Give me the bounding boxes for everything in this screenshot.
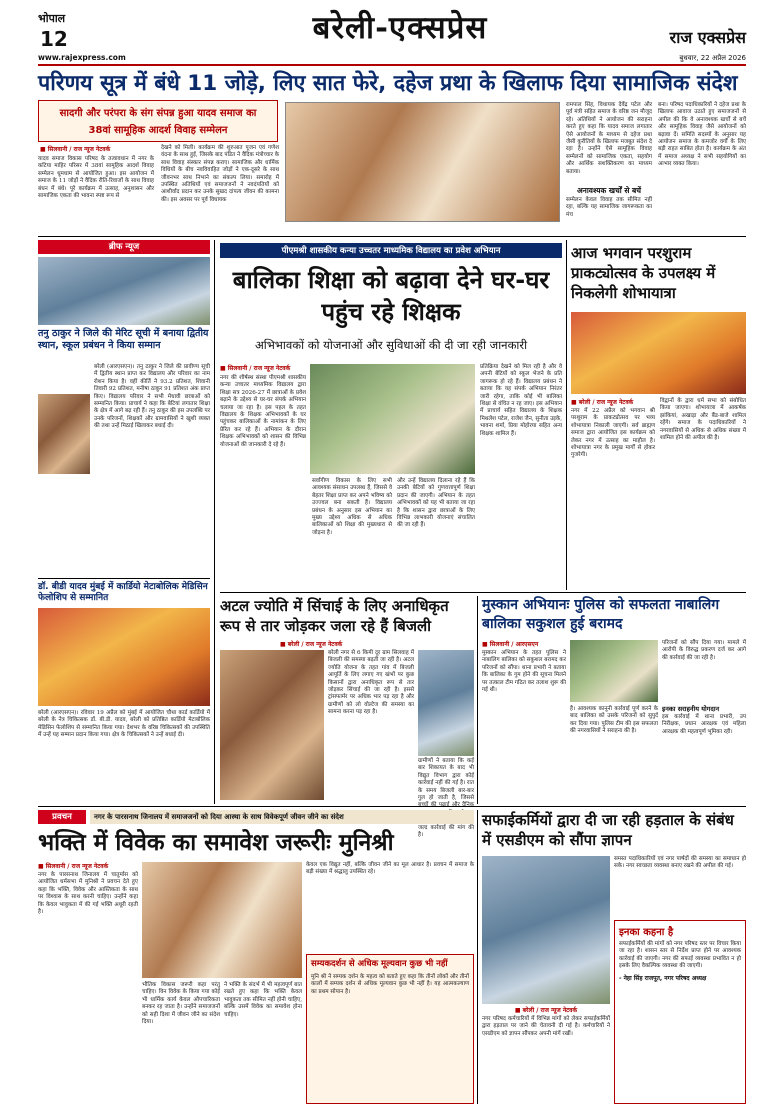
lead-headline: परिणय सूत्र में बंधे 11 जोड़े, लिए सात फेरे, दहेज प्रथा के खिलाफ दिया सामाजिक संदेश bbox=[38, 71, 738, 96]
safai-col-1: नगर परिषद कर्मचारियों में विभिन्न मांगों को लेकर सफाईकर्मियों द्वारा हड़ताल पर जाने की चेतावनी दी गई है। कर्मचारियों ने एसडीएम को ज्ञापन सौंपकर अपनी मांगें रखीं। bbox=[482, 1016, 610, 1037]
bhakti-col-1: नगर के पारसनाथ जिनालय में चातुर्मास को आयोजित धर्मसभा में मुनिश्री ने प्रवचन देते हुए कहा कि भक्ति, विवेक और आस्तिकता के साथ पर विश्वास के साथ करनी चाहिए। उन्होंने कहा कि केवल भावुकता में की गई भक्ति अधूरी रहती है। bbox=[38, 872, 138, 916]
section-rule-1 bbox=[38, 236, 746, 237]
lead-col-2: देखने को मिली। कार्यक्रम की शुरुआत पूजन एवं गणेश वंदना के साथ हुई, जिसके बाद पंडित ने वैदिक मंत्रोच्चार के साथ विवाह संस्कार संपन्न कराए। सामाजिक और धार्मिक विधियों के बीच नवविवाहित जोड़ों ने एक-दूसरे के साथ जीवनभर साथ निभाने का संकल्प लिया। समारोह में उपस्थित अतिथियों एवं समाजजनों ने नवदंपतियों को आशीर्वाद प्रदान कर उनके सुखद दांपत्य जीवन की कामना की। इस अवसर पर पूर्व विधायक bbox=[161, 145, 279, 203]
bhakti-headline: भक्ति में विवेक का समावेश जरूरीः मुनिश्री bbox=[38, 830, 394, 856]
vertical-rule-4 bbox=[477, 810, 478, 1104]
wedding-photo bbox=[285, 102, 560, 222]
atal-byline: ■ बरेली / राज न्यूज नेटवर्क bbox=[280, 641, 343, 648]
brief-story-1-headline: तनु ठाकुर ने जिले की मेरिट सूची में बनाया द्वितीय स्थान, स्कूल प्रबंधन ने किया सम्मान bbox=[38, 328, 209, 351]
atal-col-2: ग्रामीणों ने बताया कि कई बार शिकायत के बाद भी विद्युत विभाग द्वारा कोई कार्रवाई नहीं की गई है। रात के समय बिजली बार-बार गुल हो जाती है, जिससे जल्द कार्रवाई की मांग की है। bbox=[418, 758, 474, 839]
city-label: भोपाल bbox=[38, 12, 66, 25]
lead-subhead-box bbox=[38, 100, 278, 142]
safai-box-signature: - नेहा सिंह राजपूत, नगर परिषद अध्यक्ष bbox=[619, 974, 707, 982]
safai-headline: सफाईकर्मियों द्वारा दी जा रही हड़ताल के संबंध में एसडीएम को सौंपा ज्ञापन bbox=[482, 811, 734, 849]
school-headline: बालिका शिक्षा को बढ़ावा देने घर-घर पहुंच रहे शिक्षक bbox=[232, 266, 550, 326]
samyak-box-body: मुनि श्री ने सम्यक दर्शन के महत्व को बताते हुए कहा कि तीनों लोकों और तीनों कालों में सम्यक दर्शन से अधिक मूल्यवान कुछ भी नहीं है। यह आत्मकल्याण का प्रथम सोपान है। bbox=[311, 974, 469, 995]
website-url[interactable]: www.rajexpress.com bbox=[38, 53, 126, 62]
lead-col-3-subhead: अनावश्यक खर्चों से बचें bbox=[576, 186, 642, 195]
school-kicker: पीएमश्री शासकीय कन्या उच्चतर माध्यमिक विद्यालय का प्रवेश अभियान bbox=[220, 243, 562, 258]
section-rule-2 bbox=[220, 592, 746, 593]
samyak-box-title: सम्यकदर्शन से अधिक मूल्यवान कुछ भी नहीं bbox=[311, 959, 448, 969]
school-byline: ■ सिलवानी / राज न्यूज नेटवर्क bbox=[220, 365, 291, 372]
samyak-box bbox=[306, 954, 474, 1104]
muni-photo bbox=[142, 862, 302, 978]
page-number: 12 bbox=[40, 27, 68, 51]
lead-col-3-tail: सम्मेलन केवल विवाह तक सीमित नहीं रहा, बल्कि यह सामाजिक जागरूकता का मंच bbox=[566, 197, 652, 218]
school-col-3: और उन्हें विद्यालय दिलाना रहे हैं कि उनकी बेटियों को गुणवत्तापूर्ण शिक्षा प्रदान की जाएगी। अभियान के तहत अभिभावकों को यह भी बताया जा रहा है कि शासन द्वारा छात्राओं के लिए विभिन्न लाभकारी योजनाएं संचालित की जा रही हैं। bbox=[397, 478, 475, 529]
safai-box-title: इनका कहना है bbox=[619, 927, 674, 938]
brief-story-1-body: बरेली (आरएसएन)। तनु ठाकुर ने जिले की प्रावीण्य सूची में द्वितीय स्थान प्राप्त कर विद्यालय और परिवार का नाम रोशन किया है। वहीं कीर्ति ने 93.2 प्रतिशत, शिवानी तिवारी 92 प्रतिशत, मनीषा ठाकुर 91 प्रतिशत अंक प्राप्त किए। विद्यालय परिवार ने सभी मेधावी छात्राओं को सम्मानित किया। प्राचार्य ने कहा कि बेटियां लगातार शिक्षा के क्षेत्र में आगे बढ़ रही हैं। तनु ठाकुर की इस उपलब्धि पर उनके परिजनों, शिक्षकों और ग्रामवासियों ने खुशी व्यक्त की तथा उन्हें मिठाई खिलाकर बधाई दी। bbox=[94, 364, 210, 430]
lead-subhead-1: सादगी और परंपरा के संग संपन्न हुआ यादव समाज का bbox=[59, 108, 257, 119]
muskan-byline: ■ सिलवानी / आरएसएन bbox=[482, 641, 539, 648]
brief-story-2-headline: डॉ. बीडी यादव मुंबई में कार्डियो मेटाबोलिक मेडिसिन फेलोशिप से सम्मानित bbox=[38, 582, 208, 603]
parshuram-byline: ■ बरेली / राज न्यूज नेटवर्क bbox=[571, 399, 634, 406]
masthead bbox=[0, 0, 778, 66]
bhakti-col-3: ने भक्ति के संदर्भ में भी महत्वपूर्ण बात रखते हुए कहा कि भक्ति केवल भावुकता तक सीमित नहीं होनी चाहिए, बल्कि उसमें विवेक का समावेश होना चाहिए। bbox=[224, 982, 302, 1018]
brief-divider bbox=[38, 578, 210, 579]
pole-photo-left bbox=[220, 650, 324, 800]
lead-right-block bbox=[566, 102, 746, 232]
safai-quote-box bbox=[614, 920, 746, 1104]
section-rule-3 bbox=[38, 806, 746, 807]
school-photo bbox=[310, 364, 475, 474]
atal-headline: अटल ज्योति में सिंचाई के लिए अनाधिकृत रूप से तार जोड़कर जला रहे हैं बिजली bbox=[220, 597, 449, 635]
merit-photo bbox=[38, 257, 210, 325]
vertical-rule-2 bbox=[566, 240, 567, 590]
brief-news-column bbox=[38, 240, 210, 804]
bhakti-col-2: भौतिक विकास जरूरी कहा परंतु चाहिए। विन विवेक के किया गया कोई भी धार्मिक कार्य केवल औपचारिकता बनकर रह जाता है। उन्होंने समाजजनों को सही दिशा में जीवन जीने का संदेश दिया। bbox=[142, 982, 220, 1026]
vertical-rule-1 bbox=[214, 240, 215, 804]
police-photo bbox=[570, 640, 658, 702]
lead-col-1: यादव समाज विकास परिषद के तत्वावधान में नगर के कटिया माहिर परिसर में 38वां सामूहिक आदर्श विवाह सम्मेलन धूमधाम से आयोजित हुआ। इस आयोजन में समाज के 11 जोड़ों ने वैदिक रीति-रिवाजों के साथ विवाह बंधन में बंधे। पूरे कार्यक्रम में उत्साह, अनुशासन और सामाजिक एकता की भावना स्पष्ट रूप से bbox=[38, 156, 154, 200]
pole-photo-right bbox=[418, 650, 474, 756]
safai-byline: ■ बरेली / राज न्यूज नेटवर्क bbox=[514, 1007, 578, 1014]
issue-date: बुधवार, 22 अप्रैल 2026 bbox=[679, 54, 746, 62]
vertical-rule-3 bbox=[477, 596, 478, 804]
school-col-2: सर्वांगीण विकास के लिए सभी आवश्यक संसाधन उपलब्ध हैं, जिससे वे बेहतर शिक्षा प्राप्त कर अपने भविष्य को उज्ज्वल बना सकती हैं। विद्यालय प्रबंधन के अनुसार इस अभियान का मुख्य उद्देश्य अधिक से अधिक बालिकाओं को शिक्षा की मुख्यधारा से जोड़ना है। bbox=[312, 478, 392, 536]
masthead-rule bbox=[38, 64, 746, 66]
lead-col-4: बना। परिषद पदाधिकारियों ने दहेज प्रथा के खिलाफ आवाज उठाते हुए समाजजनों से अपील की कि वे अनावश्यक खर्चों से बचें और सामूहिक विवाह जैसे आयोजनों को बढ़ावा दें। समिति सदस्यों के अनुसार यह आयोजन समाज के कमजोर वर्गों के लिए बड़ी राहत साबित होता है। कार्यक्रम के अंत में समाज अध्यक्ष ने सभी सहयोगियों का आभार व्यक्त किया। bbox=[658, 102, 746, 168]
brief-news-label: ब्रीफ न्यूज bbox=[38, 240, 210, 254]
memorandum-photo bbox=[482, 856, 610, 1004]
brand-name: राज एक्सप्रेस bbox=[669, 28, 746, 47]
student-inset-photo bbox=[38, 394, 90, 474]
bhakti-byline: ■ सिलवानी / राज न्यूज नेटवर्क bbox=[38, 863, 109, 870]
lead-byline: ■ सिलवानी / राज न्यूज नेटवर्क bbox=[40, 146, 111, 153]
pravachan-tag: प्रवचन bbox=[38, 810, 86, 824]
award-photo bbox=[38, 608, 210, 706]
lead-col-3-body: रामपाल सिंह, विधायक देवेंद्र पटेल और पूर्व मंत्री सहित समाज के वरिष्ठ जन मौजूद रहे। अतिथियों ने आयोजन की सराहना करते हुए कहा कि यादव समाज लगातार ऐसे आयोजनों के माध्यम से दहेज प्रथा जैसी कुरीतियों के खिलाफ मजबूत संदेश दे रहा है। उन्होंने ऐसे सामूहिक विवाह सम्मेलनों को सामाजिक एकता, सहयोग और आर्थिक सशक्तिकरण का माध्यम बताया। bbox=[566, 102, 652, 175]
lead-subhead-2: 38वां सामूहिक आदर्श विवाह सम्मेलन bbox=[88, 125, 228, 136]
bhakti-kicker: नगर के पारसनाथ जिनालय में समाजजनों को दिया आस्था के साथ विवेकपूर्ण जीवन जीने का संदेश bbox=[90, 810, 474, 824]
atal-col-1: बरेली नगर से 6 किमी दूर ग्राम सिलवाह में बिजली की समस्या बढ़ती जा रही है। अटल ज्योति योजना के तहत गांव में बिजली आपूर्ति के लिए लगाए गए खंभों पर कुछ किसानों द्वारा अनाधिकृत रूप से तार जोड़कर सिंचाई की जा रही है। इससे ट्रांसफार्मर पर अधिक भार पड़ रहा है और ग्रामीणों को लो वोल्टेज की समस्या का सामना करना पड़ रहा है। bbox=[328, 650, 414, 716]
parshuram-headline: आज भगवान परशुराम प्राकट्योत्सव के उपलक्ष्य में निकलेगी शोभायात्रा bbox=[571, 244, 716, 302]
school-col-1: नगर की शीर्षस्थ संस्था पीएमश्री शासकीय कन्या उच्चतर माध्यमिक विद्यालय द्वारा शिक्षा सत्र 2026-27 में छात्राओं के प्रवेश बढ़ाने के उद्देश्य से घर-घर संपर्क अभियान चलाया जा रहा है। इस पहल के तहत विद्यालय के शिक्षक अभिभावकों के घर पहुंचकर बालिकाओं के नामांकन के लिए प्रेरित कर रहे हैं। अभियान के दौरान शिक्षक अभिभावकों को शासन की विभिन्न योजनाओं की जानकारी दे रहे हैं। bbox=[220, 375, 306, 448]
school-deck: अभिभावकों को योजनाओं और सुविधाओं की दी जा रही जानकारी bbox=[254, 338, 528, 352]
parshuram-col-1: नगर में 22 अप्रैल को भगवान श्री परशुराम के प्राकट्योत्सव पर भव्य शोभायात्रा निकाली जाएगी। सर्व ब्राह्मण समाज द्वारा आयोजित इस कार्यक्रम को लेकर नगर में उत्साह का माहौल है। शोभायात्रा नगर के प्रमुख मार्गों से होकर गुजरेगी। bbox=[571, 408, 655, 459]
procession-photo bbox=[571, 312, 746, 394]
bhakti-col-4: केवल एक विद्युत नहीं, बल्कि जीवन जीने का मूल आधार है। प्रवचन में समाज के बड़ी संख्या में श्रद्धालु उपस्थित रहे। bbox=[306, 862, 474, 876]
muskan-headline: मुस्कान अभियानः पुलिस को सफलता नाबालिग बालिका सकुशल हुई बरामद bbox=[482, 597, 720, 632]
muskan-col-3-subhead: इनका सराहनीय योगदान bbox=[662, 705, 720, 713]
newspaper-title: बरेली-एक्सप्रेस bbox=[312, 10, 488, 46]
muskan-col-3: परिजनों को सौंप दिया गया। मामले में आरोपी के विरुद्ध प्रकरण दर्ज कर आगे की कार्रवाई की जा रही है। bbox=[662, 640, 746, 661]
safai-col-2: समस्त पदाधिकारियों एवं नगर पार्षदों की समस्या का समाधान हो सके। नगर स्वच्छता व्यवस्था बनाए रखने की अपील की गई। bbox=[614, 856, 746, 870]
muskan-col-1: मुस्कान अभियान के तहत पुलिस ने नाबालिग बालिका को सकुशल बरामद कर परिजनों को सौंपा। थाना प्रभारी ने बताया कि बालिका के गुम होने की सूचना मिलने पर तत्काल टीम गठित कर तलाश शुरू की गई थी। bbox=[482, 650, 566, 694]
muskan-col-2: है। आवश्यक कानूनी कार्रवाई पूर्ण करने के बाद बालिका को उसके परिजनों को सुपुर्द कर दिया गया। पुलिस टीम की इस सफलता की नगरवासियों ने सराहना की है। bbox=[570, 706, 658, 735]
brief-story-2-body: बरेली (आरएसएन)। रविवार 19 अप्रैल को मुंबई में आयोजित चौथा कार्ड कार्डियो में बरेली के नेत्र चिकित्सक डॉ. बी.डी. यादव, बरेली को प्रतिष्ठित कार्डियो मेटाबोलिक मेडिसिन फेलोशिप से सम्मानित किया गया। देशभर के वरिष्ठ चिकित्सकों की उपस्थिति में उन्हें यह सम्मान प्रदान किया गया। क्षेत्र के चिकित्सकों ने उन्हें बधाई दी। bbox=[38, 710, 210, 739]
school-col-4: प्रतिक्रिया देखने को मिल रही है और वे अपनी बेटियों को स्कूल भेजने के प्रति जागरूक हो रहे हैं। विद्यालय प्रबंधन ने बताया कि यह संपर्क अभियान निरंतर जारी रहेगा, ताकि कोई भी बालिका शिक्षा से वंचित न रह जाए। इस अभियान में प्राचार्य सहित विद्यालय के शिक्षक मिथलेश पटेल, राजेश जैन, सुनीता उइके, भावना शर्मा, प्रिया मोहोरया सहित अन्य शिक्षक शामिल हैं। bbox=[480, 364, 563, 437]
safai-box-body: सफाईकर्मियों की मांगों को नगर परिषद स्तर पर विचार किया जा रहा है। शासन स्तर से निर्देश प्राप्त होने पर आवश्यक कार्रवाई की जाएगी। नगर की सफाई व्यवस्था प्रभावित न हो इसके लिए वैकल्पिक व्यवस्था की जाएगी। bbox=[619, 941, 741, 970]
parshuram-col-2: विद्वानों के द्वारा धर्म सभा को संबोधित किया जाएगा। शोभायात्रा में आकर्षक झांकियां, अखाड़ा और बैंड-बाजे शामिल रहेंगे। समाज के पदाधिकारियों ने नगरवासियों से अधिक से अधिक संख्या में शामिल होने की अपील की है। bbox=[660, 398, 746, 442]
muskan-col-3-tail: इस कार्रवाई में थाना प्रभारी, उप निरीक्षक, प्रधान आरक्षक एवं महिला आरक्षक की महत्वपूर्ण भूमिका रही। bbox=[662, 714, 746, 735]
